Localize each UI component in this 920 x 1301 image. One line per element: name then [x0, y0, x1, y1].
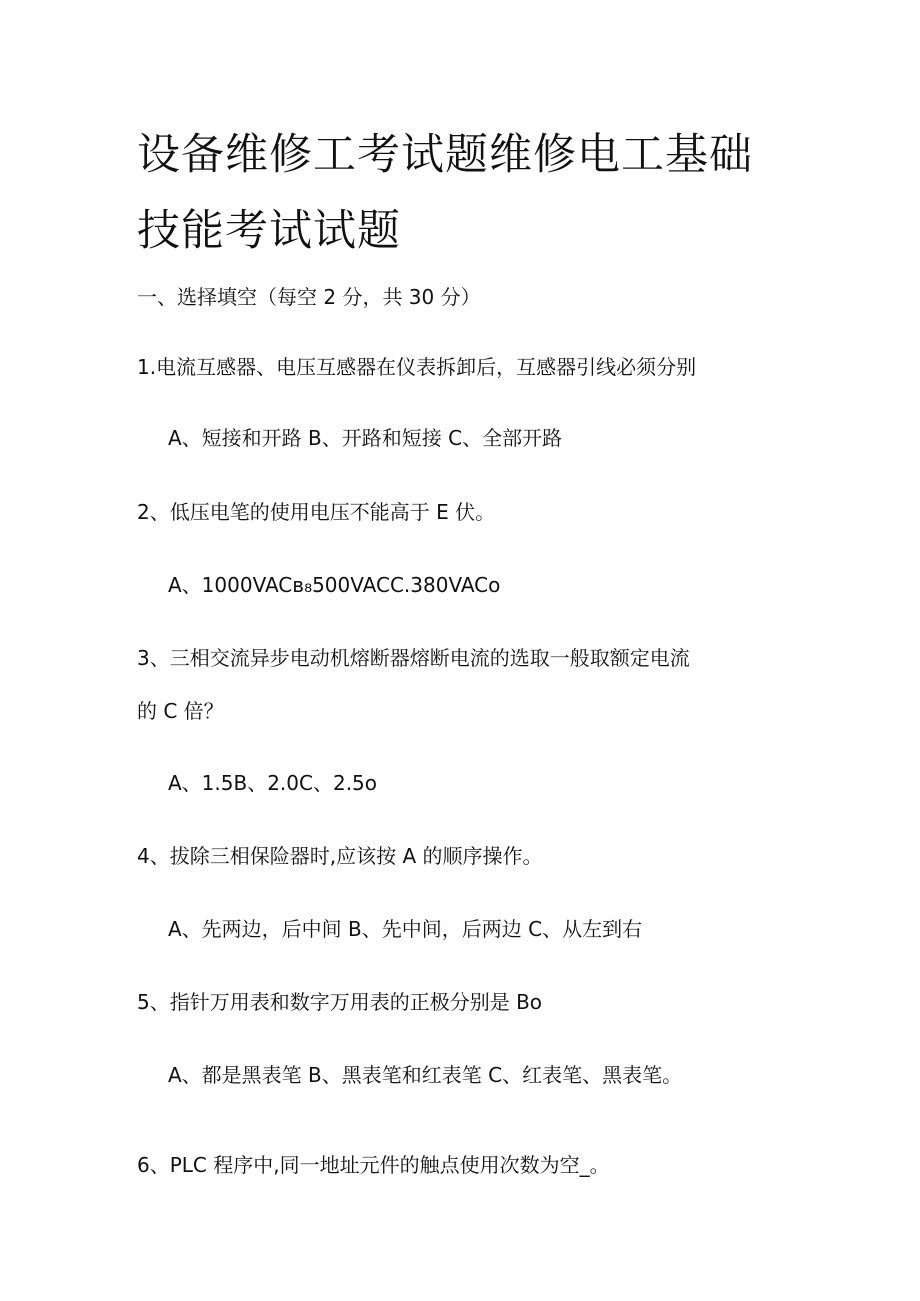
section-heading: 一、选择填空（每空 2 分，共 30 分）: [137, 285, 481, 309]
question-3-options: A、1.5B、2.0C、2.5o: [168, 771, 378, 795]
document-title-line-2: 技能考试试题: [137, 206, 401, 256]
question-4-options: A、先两边，后中间 B、先中间，后两边 C、从左到右: [168, 917, 643, 941]
question-4-stem: 4、拔除三相保险器时,应该按 A 的顺序操作。: [137, 844, 543, 868]
question-1-stem: 1.电流互感器、电压互感器在仪表拆卸后，互感器引线必须分别: [137, 355, 697, 379]
question-2-options: A、1000VACв₈500VACC.380VACo: [168, 573, 501, 597]
question-5-stem: 5、指针万用表和数字万用表的正极分别是 Bo: [137, 990, 543, 1014]
question-3-stem-continued: 的 C 倍？: [137, 699, 224, 723]
question-5-options: A、都是黑表笔 B、黑表笔和红表笔 C、红表笔、黑表笔。: [168, 1063, 683, 1087]
question-6-stem: 6、PLC 程序中,同一地址元件的触点使用次数为空_。: [137, 1153, 610, 1177]
document-title-line-1: 设备维修工考试题维修电工基础: [137, 130, 753, 180]
question-2-stem: 2、低压电笔的使用电压不能高于 E 伏。: [137, 500, 496, 524]
question-3-stem: 3、三相交流异步电动机熔断器熔断电流的选取一般取额定电流: [137, 646, 690, 670]
question-1-options: A、短接和开路 B、开路和短接 C、全部开路: [168, 426, 563, 450]
